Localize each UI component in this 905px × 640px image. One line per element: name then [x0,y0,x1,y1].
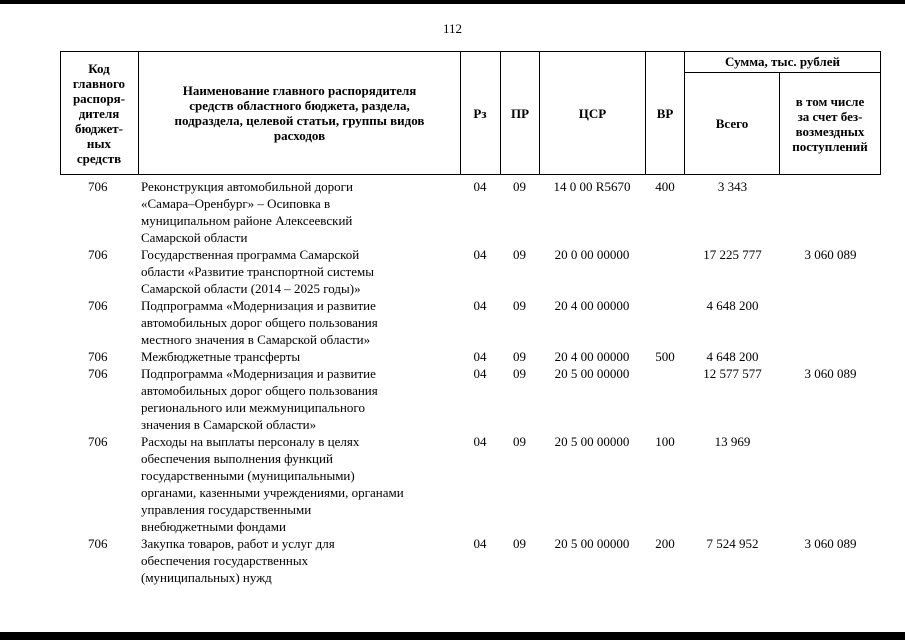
cell-name-line: Межбюджетные трансферты [141,349,301,364]
cell-pr: 09 [513,349,526,364]
cell-name-line: автомобильных дорог общего пользования [141,315,378,330]
cell-name [138,365,460,433]
cell-csr: 20 5 00 00000 [554,366,630,381]
header-kod-line: главного [72,75,126,91]
header-vr: ВР [656,105,674,121]
cell-vr [645,297,685,348]
cell-name-line: «Самара–Оренбург» – Осиповка в [141,196,331,211]
cell-total: 3 343 [717,179,748,194]
cell-vr: 400 [655,179,675,194]
header-vline [880,51,881,175]
cell-vr [645,246,685,297]
cell-vr: 100 [655,434,675,449]
cell-name [138,297,460,348]
cell-name-line: регионального или межмуниципального [141,400,365,415]
cell-vr: 500 [655,349,675,364]
cell-total: 13 969 [714,434,751,449]
cell-rz: 04 [473,536,487,551]
cell-name [138,535,460,586]
table-row [60,348,881,365]
page-number: 112 [442,21,463,36]
cell-name-line: Расходы на выплаты персоналу в целях [141,434,360,449]
header-pr: ПР [510,105,530,121]
cell-name-line: Закупка товаров, работ и услуг для [141,536,335,551]
header-name [139,51,460,175]
cell-csr: 20 5 00 00000 [554,536,630,551]
cell-total: 12 577 577 [703,366,762,381]
cell-csr: 20 4 00 00000 [554,349,630,364]
cell-kod: 706 [88,179,108,194]
cell-csr: 20 0 00 00000 [554,247,630,262]
table-row [60,178,881,246]
cell-kod: 706 [88,366,108,381]
cell-name-line: Самарской области [141,230,248,245]
cell-kod: 706 [88,536,108,551]
cell-vr [645,365,685,433]
table-row [60,433,881,535]
header-sum: Сумма, тыс. рублей [725,54,840,69]
cell-free [780,178,881,246]
header-kod-line: ных [86,135,112,151]
cell-kod: 706 [88,247,108,262]
cell-name [138,433,460,535]
cell-name [138,178,460,246]
cell-name-line: значения в Самарской области» [141,417,317,432]
header-kod [60,51,138,175]
cell-name-line: органами, казенными учреждениями, органами [141,485,404,500]
cell-kod: 706 [88,298,108,313]
cell-name-line: государственными (муниципальными) [141,468,355,483]
header-csr: ЦСР [578,105,607,121]
cell-pr: 09 [513,536,526,551]
cell-total: 4 648 200 [706,349,759,364]
cell-kod: 706 [88,349,108,364]
bottom-border [0,632,905,640]
cell-vr: 200 [655,536,675,551]
cell-csr: 20 5 00 00000 [554,434,630,449]
table-header [60,51,881,175]
table-row [60,297,881,348]
header-free-line: поступлений [792,138,868,154]
cell-csr: 14 0 00 R5670 [553,179,631,194]
cell-name-line: внебюджетными фондами [141,519,286,534]
cell-free [780,348,881,365]
header-name-line: расходов [273,128,326,143]
header-free-line: за счет без- [797,108,863,124]
header-rz-col [461,51,500,175]
header-name-line: подраздела, целевой статьи, группы видов [174,113,425,128]
cell-rz: 04 [473,366,487,381]
cell-free: 3 060 089 [804,536,857,551]
cell-pr: 09 [513,247,526,262]
cell-pr: 09 [513,366,526,381]
cell-rz: 04 [473,298,487,313]
cell-free: 3 060 089 [804,366,857,381]
cell-name [138,348,460,365]
cell-free [780,433,881,535]
header-total: Всего [715,116,749,131]
cell-name-line: Подпрограмма «Модернизация и развитие [141,366,376,381]
cell-name-line: автомобильных дорог общего пользования [141,383,378,398]
cell-rz: 04 [473,247,487,262]
cell-pr: 09 [513,298,526,313]
table-row [60,535,881,586]
table-row [60,365,881,433]
header-kod-line: средств [76,150,122,166]
table-row [60,246,881,297]
top-border [0,0,905,4]
cell-name-line: управления государственными [141,502,312,517]
header-free [780,73,880,174]
cell-name-line: Самарской области (2014 – 2025 годы)» [141,281,361,296]
cell-name-line: Подпрограмма «Модернизация и развитие [141,298,376,313]
cell-rz: 04 [473,179,487,194]
header-name-line: Наименование главного распорядителя [182,83,417,98]
cell-rz: 04 [473,349,487,364]
cell-csr: 20 4 00 00000 [554,298,630,313]
cell-total: 7 524 952 [706,536,759,551]
header-name-line: средств областного бюджета, раздела, [189,98,410,113]
cell-name-line: Государственная программа Самарской [141,247,360,262]
cell-name-line: Реконструкция автомобильной дороги [141,179,353,194]
header-kod-line: дителя [78,105,120,121]
cell-name-line: (муниципальных) нужд [141,570,272,585]
cell-name [138,246,460,297]
cell-total: 4 648 200 [706,298,759,313]
cell-kod: 706 [88,434,108,449]
cell-name-line: муниципальном районе Алексеевский [141,213,353,228]
header-free-line: в том числе [795,93,865,109]
cell-name-line: местного значения в Самарской области» [141,332,371,347]
cell-name-line: области «Развитие транспортной системы [141,264,374,279]
cell-pr: 09 [513,179,526,194]
header-free-line: возмездных [795,123,865,139]
header-kod-line: Код [88,60,110,76]
header-kod-line: распоря- [72,90,126,106]
cell-free: 3 060 089 [804,247,857,262]
header-kod-line: бюджет- [74,120,123,136]
cell-rz: 04 [473,434,487,449]
cell-total: 17 225 777 [703,247,762,262]
header-rz: Рз [473,105,487,121]
cell-name-line: обеспечения выполнения функций [141,451,333,466]
cell-free [780,297,881,348]
cell-name-line: обеспечения государственных [141,553,309,568]
table-body [60,178,881,586]
cell-pr: 09 [513,434,526,449]
